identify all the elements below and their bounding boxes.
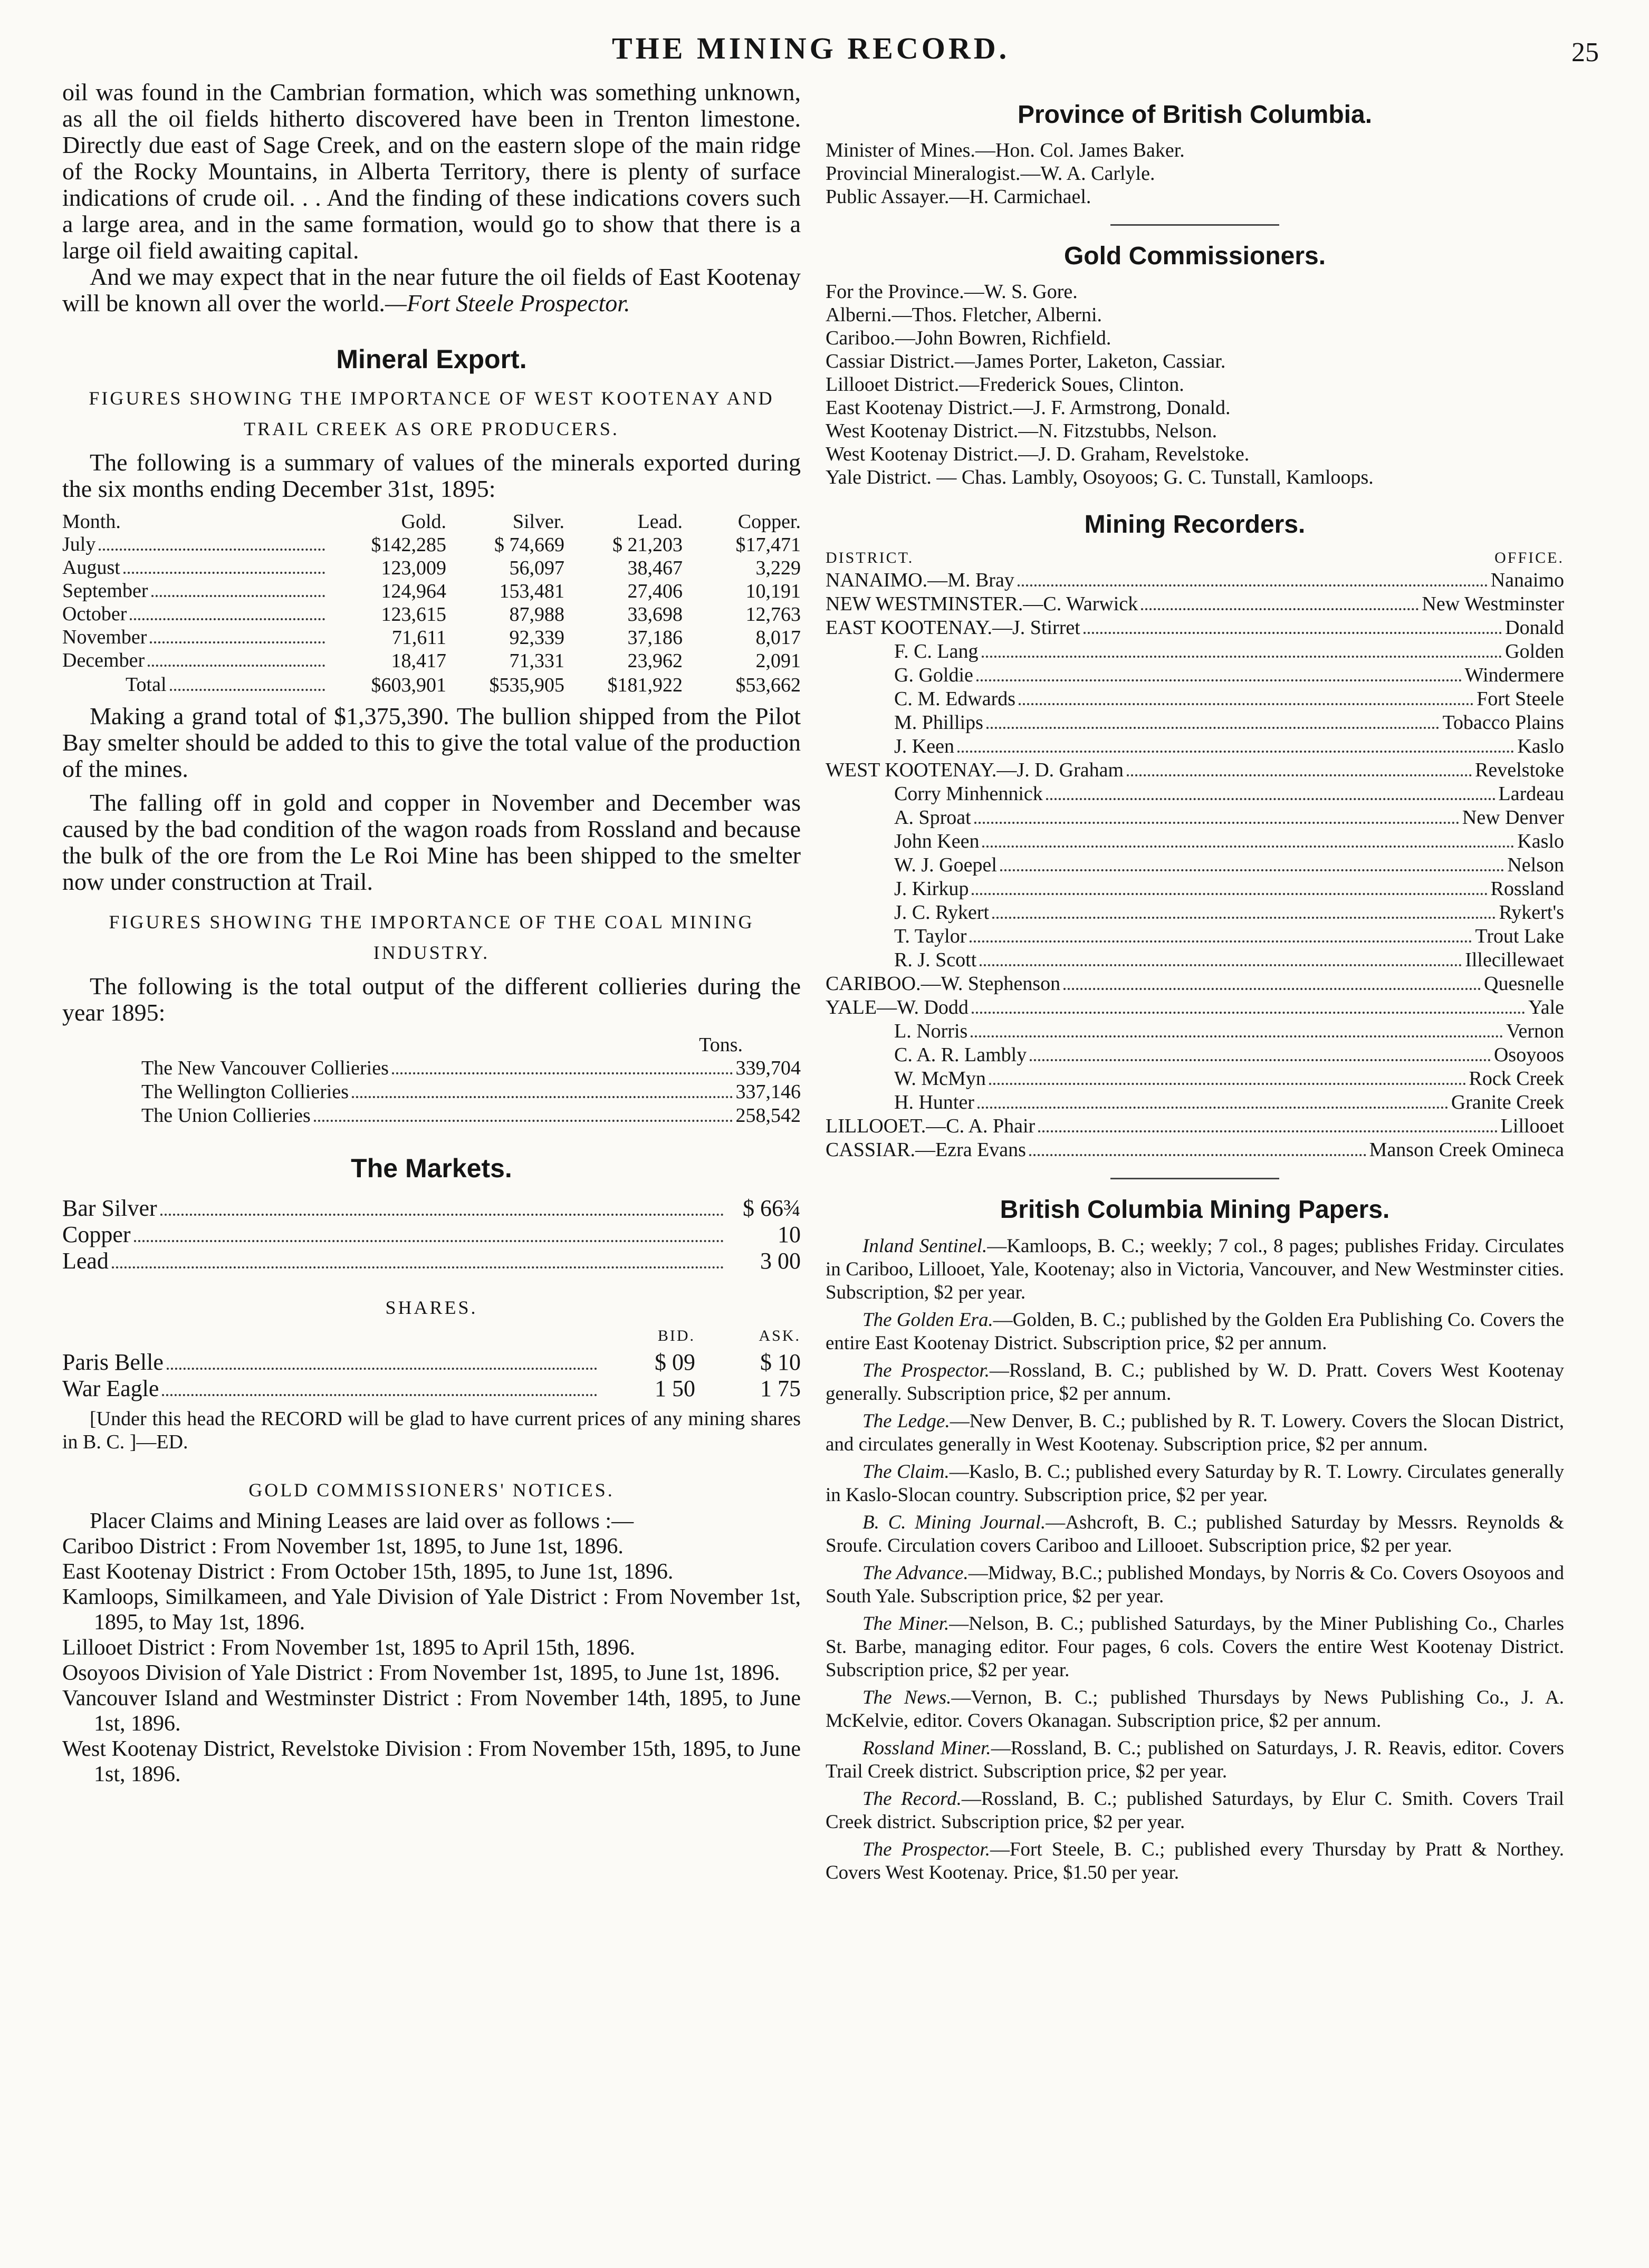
commissioner-line: Lillooet District.—Frederick Soues, Clinton. [826, 373, 1184, 396]
commissioner-line: Yale District. — Chas. Lambly, Osoyoos; G. C. Tunstall, Kamloops. [826, 466, 1374, 488]
table-row [62, 556, 801, 580]
recorder-row [826, 853, 1564, 877]
share-bid: $ 09 [655, 1349, 695, 1375]
recorder-row [826, 1091, 1564, 1114]
recorder-row [826, 972, 1564, 996]
mineral-export-title: Mineral Export. [336, 344, 527, 374]
notices-list [62, 1534, 801, 1787]
paper-name: Inland Sentinel. [862, 1235, 988, 1257]
recorder-row [826, 1138, 1564, 1162]
recorder-office: Quesnelle [1484, 973, 1564, 995]
recorder-name: H. Hunter [894, 1091, 974, 1113]
colliery-name: The New Vancouver Collieries [141, 1057, 389, 1079]
table-row [62, 580, 801, 603]
paper-entry [826, 1359, 1564, 1406]
market-value: $ 66¾ [743, 1195, 801, 1221]
recorder-office: Golden [1505, 640, 1564, 662]
month-cell: September [62, 580, 148, 602]
shares-header-row [62, 1323, 801, 1349]
lead-cell: $ 21,203 [612, 533, 683, 556]
paper-entry [826, 1235, 1564, 1304]
table-row [62, 649, 801, 672]
recorder-name: W. J. Goepel [894, 854, 997, 876]
commissioner-line: East Kootenay District.—J. F. Armstrong, Donald. [826, 397, 1231, 419]
market-name: Lead [62, 1248, 109, 1274]
copper-cell: 2,091 [755, 649, 801, 672]
papers-list [826, 1235, 1564, 1885]
recorder-office: Revelstoke [1475, 759, 1564, 781]
notices-intro: Placer Claims and Mining Leases are laid over as follows :— [90, 1509, 634, 1533]
paper-entry [826, 1309, 1564, 1355]
shares-heading: SHARES. [385, 1297, 478, 1318]
recorder-office: Rossland [1490, 878, 1564, 900]
recorder-row [826, 1067, 1564, 1091]
recorder-name: C. M. Edwards [894, 688, 1016, 710]
market-row [62, 1222, 801, 1248]
commissioner-line: For the Province.—W. S. Gore. [826, 281, 1078, 303]
recorder-office: Donald [1505, 617, 1564, 639]
share-name: Paris Belle [62, 1349, 164, 1375]
intro-paragraph-1: oil was found in the Cambrian formation, which was something unknown, as all the oil fields hitherto discovered have been in Trenton limestone. Directly due east of Sage Creek, and on the eastern slope of the main ridge of the Rocky Mountains, in Alberta Territory, there is plenty of surface indications of crude oil. . . And the finding of these indications covers such a large area, and in the same formation, would go to show that there is a large oil field awaiting capital. [62, 79, 801, 264]
table-row [62, 603, 801, 626]
export-paragraph-2: The falling off in gold and copper in November and December was caused by the bad condition of the wagon roads from Rossland and because the bulk of the ore from the Le Roi Mine has been shipped to the smelter now under construction at Trail. [62, 789, 801, 895]
colliery-name: The Union Collieries [141, 1104, 311, 1127]
recorder-row [826, 877, 1564, 901]
paper-name: B. C. Mining Journal. [862, 1512, 1046, 1533]
export-header-row [62, 511, 801, 533]
paper-description: —Nelson, B. C.; published Saturdays, by the Miner Publishing Co., Charles St. Barbe, managing editor. Four pages, 6 cols. Covers the entire West Kootenay District. Subscription price, $2 per year. [826, 1613, 1565, 1681]
recorder-row [826, 1020, 1564, 1043]
share-row [62, 1376, 801, 1402]
paper-entry [826, 1612, 1564, 1682]
notices-heading: GOLD COMMISSIONERS' NOTICES. [248, 1479, 615, 1501]
lead-cell: 38,467 [627, 556, 683, 579]
recorder-name: EAST KOOTENAY.—J. Stirret [826, 617, 1080, 639]
notice-item: Cariboo District : From November 1st, 1895, to June 1st, 1896. [62, 1534, 624, 1559]
paper-name: The Record. [862, 1788, 962, 1810]
gold-cell: 123,615 [381, 603, 446, 626]
lead-cell: 27,406 [627, 580, 683, 602]
paper-description: —Kaslo, B. C.; published every Saturday by R. T. Lowry. Circulates generally in Kaslo-Slocan country. Subscription price, $2 per year. [826, 1461, 1564, 1506]
paper-name: The Golden Era. [862, 1309, 993, 1331]
lead-cell: 37,186 [627, 626, 683, 649]
ask-label: ASK. [759, 1327, 801, 1344]
recorder-name: L. Norris [894, 1020, 968, 1042]
market-value: 10 [778, 1222, 801, 1247]
commissioner-line: West Kootenay District.—N. Fitzstubbs, Nelson. [826, 420, 1217, 442]
recorder-office: Granite Creek [1451, 1091, 1564, 1113]
left-column [62, 79, 801, 1787]
notice-item: Kamloops, Similkameen, and Yale Division of Yale District : From November 1st, 1895, to May 1st, 1896. [62, 1585, 801, 1635]
recorder-office: Rock Creek [1469, 1068, 1564, 1090]
gold-cell: $603,901 [371, 674, 446, 696]
recorder-office: Vernon [1506, 1020, 1564, 1042]
copper-cell: 10,191 [745, 580, 801, 602]
export-paragraph-1: Making a grand total of $1,375,390. The bullion shipped from the Pilot Bay smelter should be added to this to give the total value of the production of the mines. [62, 703, 801, 782]
right-column [826, 79, 1564, 1889]
recorder-name: F. C. Lang [894, 640, 979, 662]
province-line: Provincial Mineralogist.—W. A. Carlyle. [826, 162, 1155, 185]
recorder-name: M. Phillips [894, 712, 983, 734]
market-name: Copper [62, 1222, 131, 1247]
gold-cell: 18,417 [391, 649, 446, 672]
table-row [62, 533, 801, 556]
paper-name: Rossland Miner. [862, 1737, 991, 1759]
recorder-name: WEST KOOTENAY.—J. D. Graham [826, 759, 1124, 781]
recorder-row [826, 664, 1564, 687]
gold-cell: 124,964 [381, 580, 446, 602]
copper-cell: 3,229 [755, 556, 801, 579]
paper-entry [826, 1410, 1564, 1456]
market-name: Bar Silver [62, 1195, 157, 1221]
market-row [62, 1248, 801, 1274]
recorder-row [826, 1114, 1564, 1138]
paper-entry [826, 1838, 1564, 1885]
recorder-row [826, 592, 1564, 616]
divider [1110, 1178, 1279, 1179]
recorder-name: R. J. Scott [894, 949, 977, 971]
recorder-name: W. McMyn [894, 1068, 986, 1090]
market-value: 3 00 [760, 1248, 801, 1274]
copper-cell: 8,017 [755, 626, 801, 649]
recorders-header [826, 547, 1564, 569]
coal-row [62, 1104, 801, 1128]
coal-row [62, 1056, 801, 1080]
silver-cell: 153,481 [499, 580, 564, 602]
divider [1110, 224, 1279, 226]
paper-description: —Fort Steele, B. C.; published every Thursday by Pratt & Northey. Covers West Kootenay. Price, $1.50 per year. [826, 1839, 1564, 1883]
province-line: Minister of Mines.—Hon. Col. James Baker. [826, 139, 1185, 161]
lead-cell: 23,962 [627, 649, 683, 672]
recorder-office: Nelson [1507, 854, 1564, 876]
commissioner-line: Cassiar District.—James Porter, Laketon, Cassiar. [826, 350, 1226, 372]
gold-cell: 71,611 [391, 626, 446, 649]
col-district: DISTRICT. [826, 549, 914, 566]
paper-description: —Golden, B. C.; published by the Golden Era Publishing Co. Covers the entire East Kootenay District. Subscription price, $2 per annum. [826, 1309, 1564, 1354]
intro-paragraph-2-text: And we may expect that in the near future the oil fields of East Kootenay will be known all over the world. [62, 263, 801, 316]
coal-row [62, 1080, 801, 1104]
paper-description: —Rossland, B. C.; published on Saturdays, J. R. Reavis, editor. Covers Trail Creek district. Subscription price, $2 per year. [826, 1737, 1565, 1782]
recorder-row [826, 711, 1564, 735]
recorder-office: Tobacco Plains [1442, 712, 1564, 734]
recorder-row [826, 640, 1564, 664]
markets-title: The Markets. [351, 1154, 512, 1183]
recorder-name: CARIBOO.—W. Stephenson [826, 973, 1061, 995]
markets-list [62, 1195, 801, 1274]
paper-entry [826, 1511, 1564, 1558]
lead-cell: 33,698 [627, 603, 683, 626]
recorder-name: YALE—W. Dodd [826, 996, 969, 1018]
recorder-name: J. C. Rykert [894, 901, 990, 924]
paper-entry [826, 1562, 1564, 1608]
recorder-row [826, 948, 1564, 972]
table-total-row [62, 672, 801, 697]
colliery-tons: 258,542 [735, 1104, 801, 1127]
recorder-office: Trout Lake [1475, 925, 1564, 947]
recorder-office: New Westminster [1422, 593, 1564, 615]
col-copper: Copper. [737, 511, 801, 533]
silver-cell: 92,339 [509, 626, 564, 649]
silver-cell: 87,988 [509, 603, 564, 626]
paper-entry [826, 1737, 1564, 1783]
province-list [826, 139, 1564, 208]
commissioner-line: West Kootenay District.—J. D. Graham, Revelstoke. [826, 443, 1250, 465]
col-month: Month. [62, 511, 121, 533]
lead-cell: $181,922 [607, 674, 683, 696]
recorder-office: Windermere [1464, 664, 1564, 686]
gold-commissioners-list [826, 280, 1564, 489]
share-ask: 1 75 [760, 1376, 801, 1401]
silver-cell: $ 74,669 [494, 533, 564, 556]
recorder-office: Manson Creek Omineca [1369, 1139, 1564, 1161]
recorder-name: NEW WESTMINSTER.—C. Warwick [826, 593, 1138, 615]
shares-table [62, 1323, 801, 1402]
recorder-name: J. Keen [894, 735, 954, 757]
recorder-name: G. Goldie [894, 664, 973, 686]
paper-name: The Miner. [862, 1613, 950, 1635]
paper-name: The News. [862, 1687, 952, 1708]
recorder-office: Lardeau [1498, 783, 1564, 805]
province-line: Public Assayer.—H. Carmichael. [826, 186, 1091, 208]
recorder-row [826, 758, 1564, 782]
month-cell: August [62, 556, 120, 579]
month-cell: Total [126, 674, 167, 696]
paper-name: The Claim. [862, 1461, 950, 1483]
share-name: War Eagle [62, 1376, 159, 1401]
mineral-export-subtitle: FIGURES SHOWING THE IMPORTANCE OF WEST KOOTENAY AND TRAIL CREEK AS ORE PRODUCERS. [89, 388, 774, 439]
col-lead: Lead. [637, 511, 683, 533]
month-cell: December [62, 649, 145, 671]
recorder-office: Rykert's [1499, 901, 1564, 924]
gold-cell: $142,285 [371, 533, 446, 556]
notice-item: Lillooet District : From November 1st, 1895 to April 15th, 1896. [62, 1636, 636, 1660]
paper-entry [826, 1460, 1564, 1507]
intro-source: —Fort Steele Prospector. [385, 290, 630, 316]
paper-name: The Advance. [862, 1562, 969, 1584]
recorder-name: John Keen [894, 830, 980, 852]
intro-paragraph-2 [62, 264, 801, 316]
recorder-row [826, 687, 1564, 711]
papers-title: British Columbia Mining Papers. [1000, 1196, 1390, 1224]
mining-recorders-title: Mining Recorders. [1084, 511, 1306, 539]
copper-cell: 12,763 [745, 603, 801, 626]
notice-item: West Kootenay District, Revelstoke Division : From November 15th, 1895, to June 1st, 1896. [62, 1737, 801, 1786]
share-row [62, 1349, 801, 1376]
copper-cell: $17,471 [735, 533, 801, 556]
market-row [62, 1195, 801, 1222]
month-cell: November [62, 626, 147, 648]
month-cell: July [62, 533, 96, 555]
recorder-office: Illecillewaet [1465, 949, 1564, 971]
recorder-office: Kaslo [1517, 735, 1564, 757]
recorder-row [826, 901, 1564, 925]
gold-cell: 123,009 [381, 556, 446, 579]
notice-item: Osoyoos Division of Yale District : From November 1st, 1895, to June 1st, 1896. [62, 1661, 780, 1685]
share-ask: $ 10 [760, 1349, 801, 1375]
colliery-name: The Wellington Collieries [141, 1081, 349, 1103]
paper-entry [826, 1788, 1564, 1834]
commissioner-line: Alberni.—Thos. Fletcher, Alberni. [826, 304, 1102, 326]
paper-entry [826, 1686, 1564, 1733]
recorder-office: Osoyoos [1493, 1044, 1564, 1066]
province-title: Province of British Columbia. [1017, 101, 1373, 129]
recorder-row [826, 616, 1564, 640]
recorder-name: C. A. R. Lambly [894, 1044, 1027, 1066]
gold-commissioners-title: Gold Commissioners. [1063, 242, 1326, 270]
col-silver: Silver. [512, 511, 564, 533]
recorder-office: Yale [1528, 996, 1564, 1018]
mineral-export-table [62, 511, 801, 697]
recorder-name: CASSIAR.—Ezra Evans [826, 1139, 1026, 1161]
bid-label: BID. [657, 1327, 695, 1344]
recorder-office: Fort Steele [1477, 688, 1564, 710]
page-number: 25 [1571, 37, 1599, 68]
paper-description: —Midway, B.C.; published Mondays, by Norris & Co. Covers Osoyoos and South Yale. Subscription price, $2 per year. [826, 1562, 1565, 1607]
recorder-office: New Denver [1462, 806, 1564, 829]
coal-subtitle: FIGURES SHOWING THE IMPORTANCE OF THE COAL MINING INDUSTRY. [109, 911, 754, 963]
recorder-row [826, 569, 1564, 592]
recorder-name: Corry Minhennick [894, 783, 1043, 805]
shares-note: [Under this head the RECORD will be glad to have current prices of any mining shares in B. C. ]—ED. [62, 1408, 801, 1453]
coal-unit: Tons. [699, 1034, 743, 1056]
recorders-list [826, 569, 1564, 1162]
recorder-row [826, 996, 1564, 1020]
col-gold: Gold. [401, 511, 446, 533]
colliery-tons: 339,704 [735, 1057, 801, 1079]
silver-cell: 71,331 [509, 649, 564, 672]
share-bid: 1 50 [655, 1376, 695, 1401]
paper-name: The Prospector. [862, 1360, 990, 1381]
copper-cell: $53,662 [735, 674, 801, 696]
recorder-row [826, 925, 1564, 948]
paper-description: —Rossland, B. C.; published Saturdays, by Elur C. Smith. Covers Trail Creek district. Subscription price, $2 per year. [826, 1788, 1564, 1833]
recorder-name: T. Taylor [894, 925, 967, 947]
month-cell: October [62, 603, 127, 625]
recorder-name: LILLOOET.—C. A. Phair [826, 1115, 1036, 1137]
paper-name: The Ledge. [862, 1410, 950, 1432]
table-row [62, 626, 801, 649]
recorder-name: J. Kirkup [894, 878, 969, 900]
recorder-row [826, 735, 1564, 758]
paper-description: —Kamloops, B. C.; weekly; 7 col., 8 pages; publishes Friday. Circulates in Cariboo, Lillooet, Yale, Kootenay; also in Victoria, Vancouver, and New Westminster cities. Subscription, $2 per year. [826, 1235, 1564, 1303]
colliery-tons: 337,146 [735, 1081, 801, 1103]
coal-intro: The following is the total output of the different collieries during the year 1895: [62, 973, 801, 1026]
recorder-name: A. Sproat [894, 806, 971, 829]
paper-description: —Rossland, B. C.; published by W. D. Pratt. Covers West Kootenay generally. Subscription price, $2 per annum. [826, 1360, 1564, 1405]
silver-cell: $535,905 [489, 674, 564, 696]
recorder-name: NANAIMO.—M. Bray [826, 569, 1014, 591]
recorder-row [826, 806, 1564, 830]
paper-description: —Ashcroft, B. C.; published Saturday by Messrs. Reynolds & Sroufe. Circulation covers Cariboo and Lillooet. Subscription price, $2 per year. [826, 1512, 1564, 1556]
silver-cell: 56,097 [509, 556, 564, 579]
notice-item: East Kootenay District : From October 15th, 1895, to June 1st, 1896. [62, 1560, 674, 1584]
col-office: OFFICE. [1494, 549, 1564, 566]
paper-description: —Vernon, B. C.; published Thursdays by News Publishing Co., J. A. McKelvie, editor. Covers Okanagan. Subscription price, $2 per annum. [826, 1687, 1564, 1732]
paper-name: The Prospector. [862, 1839, 990, 1860]
recorder-row [826, 782, 1564, 806]
recorder-office: Lillooet [1500, 1115, 1564, 1137]
running-head: THE MINING RECORD. [612, 31, 1010, 65]
recorder-row [826, 1043, 1564, 1067]
recorder-row [826, 830, 1564, 853]
mineral-export-intro: The following is a summary of values of the minerals exported during the six months ending December 31st, 1895: [62, 449, 801, 502]
commissioner-line: Cariboo.—John Bowren, Richfield. [826, 327, 1111, 349]
recorder-office: Kaslo [1517, 830, 1564, 852]
recorder-office: Nanaimo [1490, 569, 1564, 591]
notice-item: Vancouver Island and Westminster District : From November 14th, 1895, to June 1st, 1896. [62, 1686, 801, 1736]
paper-description: —New Denver, B. C.; published by R. T. Lowery. Covers the Slocan District, and circulates generally in West Kootenay. Subscription price, $2 per annum. [826, 1410, 1564, 1455]
